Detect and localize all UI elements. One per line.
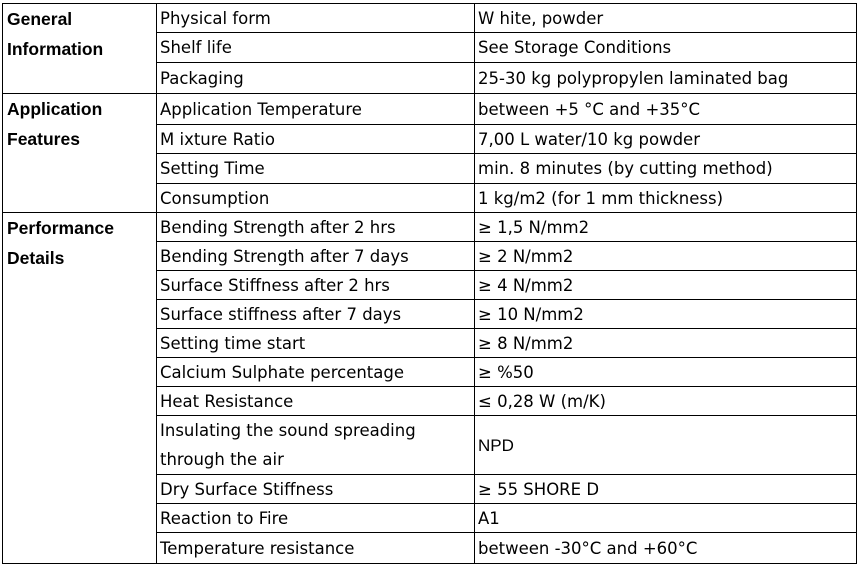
category-performance-details: Performance Details (3, 213, 157, 564)
property-cell: Temperature resistance (157, 533, 475, 564)
property-cell: Dry Surface Stiffness (157, 475, 475, 504)
category-general-information: General Information (3, 4, 157, 94)
property-cell: Bending Strength after 7 days (157, 242, 475, 271)
property-cell: M ixture Ratio (157, 125, 475, 154)
value-cell: min. 8 minutes (by cutting method) (475, 154, 857, 184)
value-cell: between -30°C and +60°C (475, 533, 857, 564)
category-application-features: Application Features (3, 94, 157, 213)
value-cell: ≥ 10 N/mm2 (475, 300, 857, 329)
property-cell: Insulating the sound spreading through the air (157, 416, 475, 475)
property-cell: Setting time start (157, 329, 475, 358)
value-cell: A1 (475, 504, 857, 533)
property-cell: Bending Strength after 2 hrs (157, 213, 475, 242)
value-cell: 1 kg/m2 (for 1 mm thickness) (475, 184, 857, 213)
property-cell: Application Temperature (157, 94, 475, 125)
value-cell: ≥ %50 (475, 358, 857, 387)
value-cell: ≥ 4 N/mm2 (475, 271, 857, 300)
value-cell: See Storage Conditions (475, 33, 857, 63)
value-cell: ≥ 1,5 N/mm2 (475, 213, 857, 242)
value-cell: W hite, powder (475, 4, 857, 33)
property-cell: Surface Stiffness after 2 hrs (157, 271, 475, 300)
value-cell: ≥ 2 N/mm2 (475, 242, 857, 271)
value-cell: 7,00 L water/10 kg powder (475, 125, 857, 154)
value-cell: ≥ 8 N/mm2 (475, 329, 857, 358)
property-cell: Packaging (157, 63, 475, 94)
property-cell: Consumption (157, 184, 475, 213)
property-cell: Surface stiffness after 7 days (157, 300, 475, 329)
table-row (3, 94, 857, 125)
property-cell: Shelf life (157, 33, 475, 63)
value-cell: ≤ 0,28 W (m/K) (475, 387, 857, 416)
table-row (3, 213, 857, 242)
value-cell: 25-30 kg polypropylen laminated bag (475, 63, 857, 94)
value-cell: ≥ 55 SHORE D (475, 475, 857, 504)
value-cell: NPD (475, 416, 857, 475)
property-cell: Setting Time (157, 154, 475, 184)
property-cell: Heat Resistance (157, 387, 475, 416)
product-specification-table (2, 3, 857, 564)
property-cell: Calcium Sulphate percentage (157, 358, 475, 387)
table-row (3, 4, 857, 33)
value-cell: between +5 °C and +35°C (475, 94, 857, 125)
property-cell: Reaction to Fire (157, 504, 475, 533)
property-cell: Physical form (157, 4, 475, 33)
